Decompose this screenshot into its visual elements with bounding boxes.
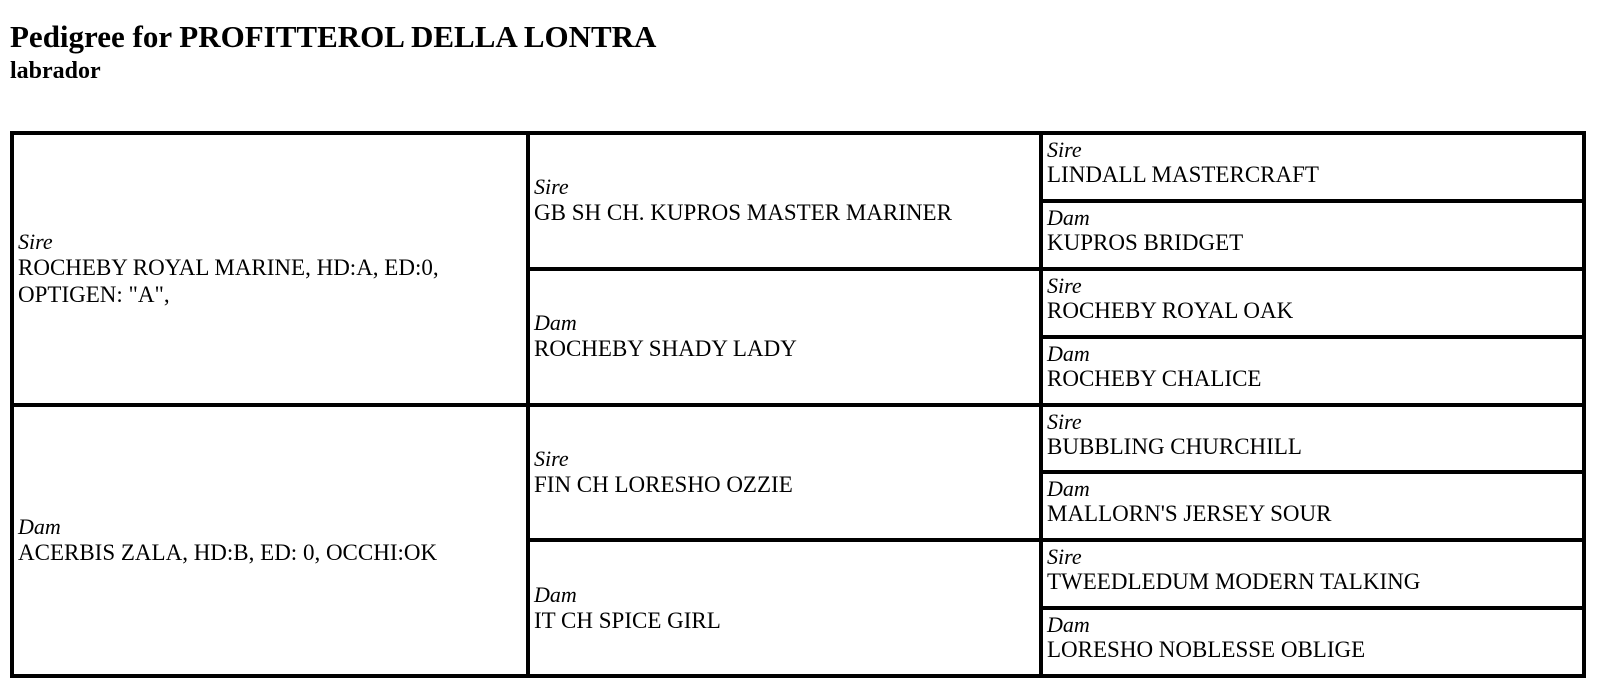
dam-sire-dam-cell — [1041, 472, 1584, 540]
relation-label: Dam — [534, 310, 577, 336]
dog-name: KUPROS BRIDGET — [1047, 229, 1244, 255]
sire-dam-dam-cell — [1041, 337, 1584, 405]
dam-sire-cell — [528, 405, 1041, 541]
dam-sire-sire-cell — [1041, 405, 1584, 473]
dog-name: LORESHO NOBLESSE OBLIGE — [1047, 637, 1366, 663]
dog-name: ROCHEBY SHADY LADY — [534, 336, 797, 362]
relation-label: Sire — [534, 445, 569, 471]
dog-name: ACERBIS ZALA, HD:B, ED: 0, OCCHI:OK — [18, 539, 438, 565]
dam-cell — [12, 405, 528, 677]
relation-label: Dam — [1047, 340, 1090, 366]
sire-sire-dam-cell — [1041, 201, 1584, 269]
sire-sire-cell — [528, 133, 1041, 269]
dog-name: FIN CH LORESHO OZZIE — [534, 471, 793, 497]
dog-name: ROCHEBY CHALICE — [1047, 365, 1262, 391]
dog-name: ROCHEBY ROYAL OAK — [1047, 297, 1294, 323]
relation-label: Sire — [1047, 544, 1082, 570]
dog-name: MALLORN'S JERSEY SOUR — [1047, 501, 1332, 527]
relation-label: Sire — [18, 228, 53, 254]
breed-subtitle: labrador — [10, 58, 101, 84]
dog-name: IT CH SPICE GIRL — [534, 607, 721, 633]
relation-label: Dam — [1047, 204, 1090, 230]
sire-sire-sire-cell — [1041, 133, 1584, 201]
relation-label: Sire — [1047, 408, 1082, 434]
table-row — [12, 405, 1584, 473]
pedigree-table — [10, 131, 1586, 678]
relation-label: Dam — [1047, 612, 1090, 638]
relation-label: Dam — [534, 581, 577, 607]
table-row — [12, 133, 1584, 201]
page-title: Pedigree for PROFITTEROL DELLA LONTRA — [10, 19, 657, 54]
relation-label: Dam — [18, 513, 61, 539]
dam-dam-cell — [528, 540, 1041, 676]
dog-name: GB SH CH. KUPROS MASTER MARINER — [534, 200, 952, 226]
dog-name: LINDALL MASTERCRAFT — [1047, 162, 1319, 187]
relation-label: Sire — [1047, 272, 1082, 298]
relation-label: Sire — [1047, 137, 1082, 162]
dog-name: ROCHEBY ROYAL MARINE, HD:A, ED:0, OPTIGEN: "A", — [18, 254, 439, 307]
relation-label: Dam — [1047, 476, 1090, 502]
dam-dam-dam-cell — [1041, 608, 1584, 676]
relation-label: Sire — [534, 174, 569, 200]
sire-dam-sire-cell — [1041, 269, 1584, 337]
dam-dam-sire-cell — [1041, 540, 1584, 608]
sire-cell — [12, 133, 528, 405]
sire-dam-cell — [528, 269, 1041, 405]
dog-name: TWEEDLEDUM MODERN TALKING — [1047, 569, 1421, 595]
dog-name: BUBBLING CHURCHILL — [1047, 433, 1302, 459]
